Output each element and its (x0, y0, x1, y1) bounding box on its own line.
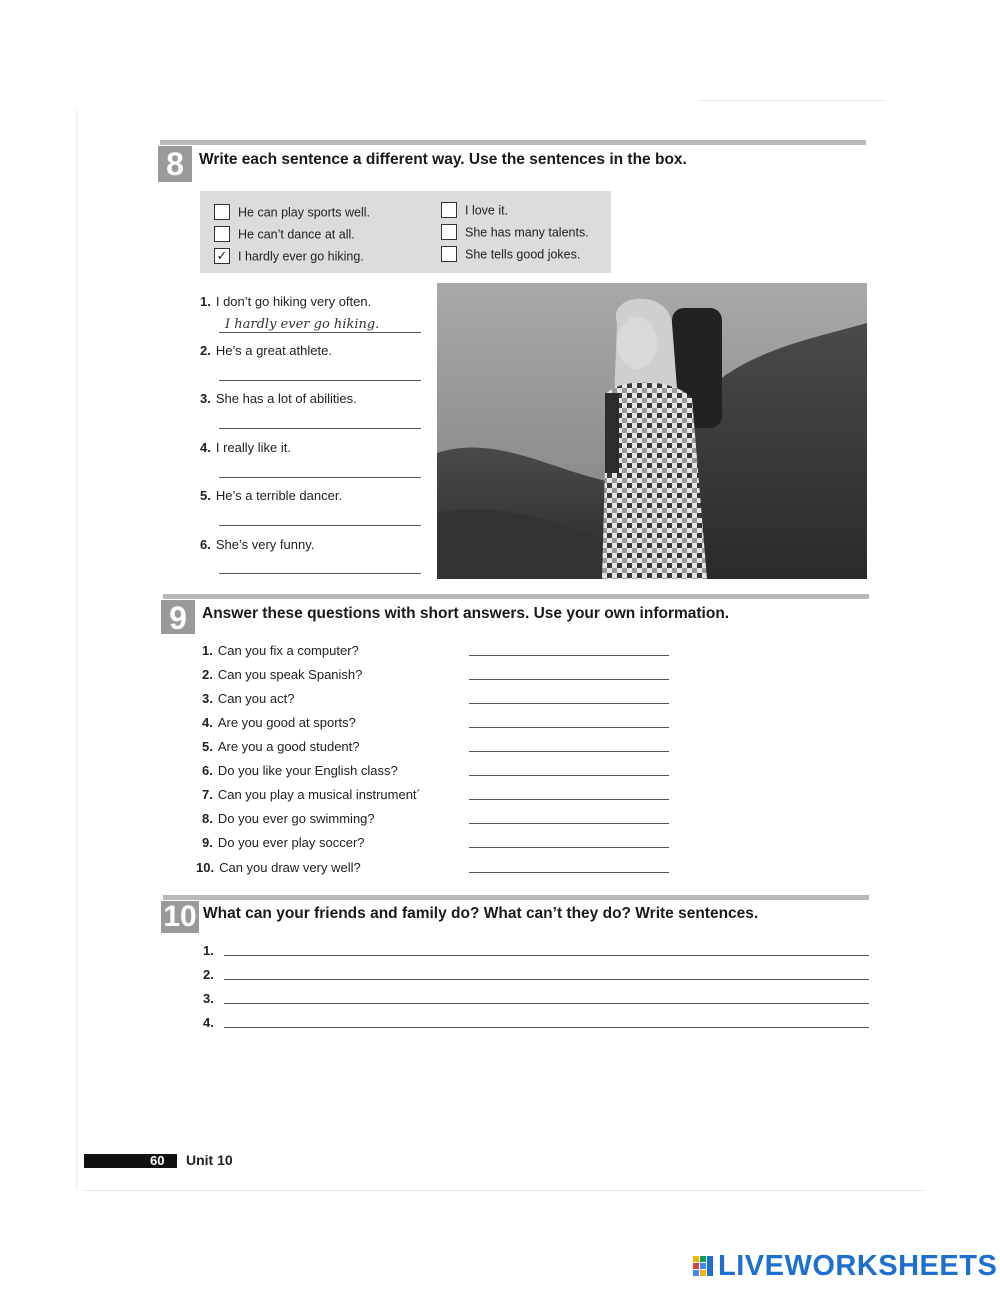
exercise-item (200, 488, 342, 503)
item-text: Can you fix a computer? (217, 643, 359, 658)
item-number: 3. (203, 991, 214, 1006)
word-box-item[interactable] (214, 227, 355, 243)
checkbox-icon[interactable] (441, 224, 457, 240)
page-edge-shade (76, 110, 78, 1190)
item-text: He’s a terrible dancer. (215, 488, 343, 503)
item-number: 2. (200, 343, 211, 358)
item-number: 7. (202, 787, 213, 802)
section-8-bar (160, 140, 866, 145)
word-box-item[interactable] (441, 203, 508, 219)
item-text: Do you like your English class? (217, 763, 398, 778)
checkbox-icon[interactable] (441, 202, 457, 218)
answer-line[interactable] (219, 573, 421, 574)
exercise-item (200, 537, 314, 552)
answer-line[interactable] (219, 380, 421, 381)
section-8-title: Write each sentence a different way. Use the sentences in the box. (199, 151, 687, 168)
item-text: Do you ever play soccer? (217, 835, 365, 850)
item-number: 8. (202, 811, 213, 826)
exercise-item (200, 343, 332, 358)
item-text: Are you good at sports? (217, 715, 356, 730)
answer-line[interactable] (219, 477, 421, 478)
question-item (202, 739, 360, 754)
hiker-photo (437, 283, 867, 579)
unit-label: Unit 10 (186, 1152, 233, 1168)
answer-line[interactable] (469, 727, 669, 728)
writing-item (203, 1015, 219, 1030)
answer-text[interactable]: I hardly ever go hiking. (225, 317, 380, 332)
answer-line[interactable] (219, 332, 421, 333)
writing-item (203, 967, 219, 982)
item-number: 3. (202, 691, 213, 706)
question-item (202, 643, 359, 658)
item-text: He’s a great athlete. (215, 343, 332, 358)
answer-line[interactable] (469, 872, 669, 873)
section-10-number: 10 (161, 901, 199, 933)
question-item (202, 811, 375, 826)
liveworksheets-logo-icon (693, 1256, 715, 1283)
hiker-illustration (437, 283, 867, 579)
item-text: I don’t go hiking very often. (215, 294, 372, 309)
exercise-item (200, 294, 371, 309)
word-box-text: I love it. (465, 203, 509, 218)
answer-line[interactable] (224, 979, 869, 980)
section-8-number: 8 (158, 146, 192, 182)
section-9-number: 9 (161, 600, 195, 634)
answer-line[interactable] (224, 1003, 869, 1004)
item-number: 9. (202, 835, 213, 850)
answer-line[interactable] (469, 751, 669, 752)
question-item (196, 860, 361, 875)
answer-line[interactable] (469, 823, 669, 824)
item-number: 6. (200, 537, 211, 552)
item-number: 4. (200, 440, 211, 455)
word-box (200, 191, 611, 273)
answer-line[interactable] (469, 679, 669, 680)
question-item (202, 835, 365, 850)
item-number: 6. (202, 763, 213, 778)
question-item (202, 667, 362, 682)
word-box-text: I hardly ever go hiking. (238, 249, 364, 264)
word-box-item[interactable] (214, 249, 364, 265)
section-9-bar (163, 594, 869, 599)
answer-line[interactable] (224, 1027, 869, 1028)
item-number: 1. (203, 943, 214, 958)
answer-line[interactable] (219, 428, 421, 429)
writing-item (203, 943, 219, 958)
word-box-item[interactable] (441, 225, 589, 241)
item-number: 1. (202, 643, 213, 658)
question-item (202, 763, 398, 778)
section-10-title: What can your friends and family do? What can’t they do? Write sentences. (203, 905, 759, 922)
checkbox-icon[interactable] (214, 226, 230, 242)
liveworksheets-logo-text: LIVEWORKSHEETS (718, 1250, 998, 1282)
footer-rule (84, 1190, 924, 1191)
item-number: 3. (200, 391, 211, 406)
answer-line[interactable] (469, 775, 669, 776)
answer-line[interactable] (469, 799, 669, 800)
checkbox-icon[interactable] (214, 204, 230, 220)
exercise-item (200, 391, 357, 406)
item-text: She has a lot of abilities. (215, 391, 357, 406)
item-text: I really like it. (215, 440, 291, 455)
word-box-text: She tells good jokes. (465, 247, 581, 262)
word-box-text: He can’t dance at all. (238, 227, 355, 242)
answer-line[interactable] (469, 655, 669, 656)
answer-line[interactable] (469, 703, 669, 704)
answer-line[interactable] (469, 847, 669, 848)
item-text: Can you act? (217, 691, 295, 706)
section-10-bar (163, 895, 869, 900)
item-text: Are you a good student? (217, 739, 360, 754)
page-number: 60 (150, 1153, 165, 1168)
word-box-item[interactable] (214, 205, 370, 221)
writing-item (203, 991, 219, 1006)
section-9-title: Answer these questions with short answers. Use your own information. (202, 605, 730, 622)
item-number: 5. (202, 739, 213, 754)
item-text: Can you draw very well? (219, 860, 361, 875)
item-number: 5. (200, 488, 211, 503)
exercise-item (200, 440, 291, 455)
item-number: 2. (202, 667, 213, 682)
top-rule (700, 100, 885, 101)
question-item (202, 715, 356, 730)
item-number: 10. (196, 860, 215, 875)
item-text: Can you play a musical instrument´ (217, 787, 421, 802)
item-text: Do you ever go swimming? (217, 811, 375, 826)
item-text: She’s very funny. (215, 537, 315, 552)
word-box-text: He can play sports well. (238, 205, 371, 220)
word-box-item[interactable] (441, 247, 580, 263)
question-item (202, 691, 294, 706)
word-box-text: She has many talents. (465, 225, 589, 240)
item-number: 1. (200, 294, 211, 309)
answer-line[interactable] (224, 955, 869, 956)
checked-checkbox-icon[interactable]: ✓ (214, 248, 230, 264)
question-item (202, 787, 421, 802)
item-text: Can you speak Spanish? (217, 667, 363, 682)
answer-line[interactable] (219, 525, 421, 526)
item-number: 4. (203, 1015, 214, 1030)
item-number: 2. (203, 967, 214, 982)
item-number: 4. (202, 715, 213, 730)
checkbox-icon[interactable] (441, 246, 457, 262)
